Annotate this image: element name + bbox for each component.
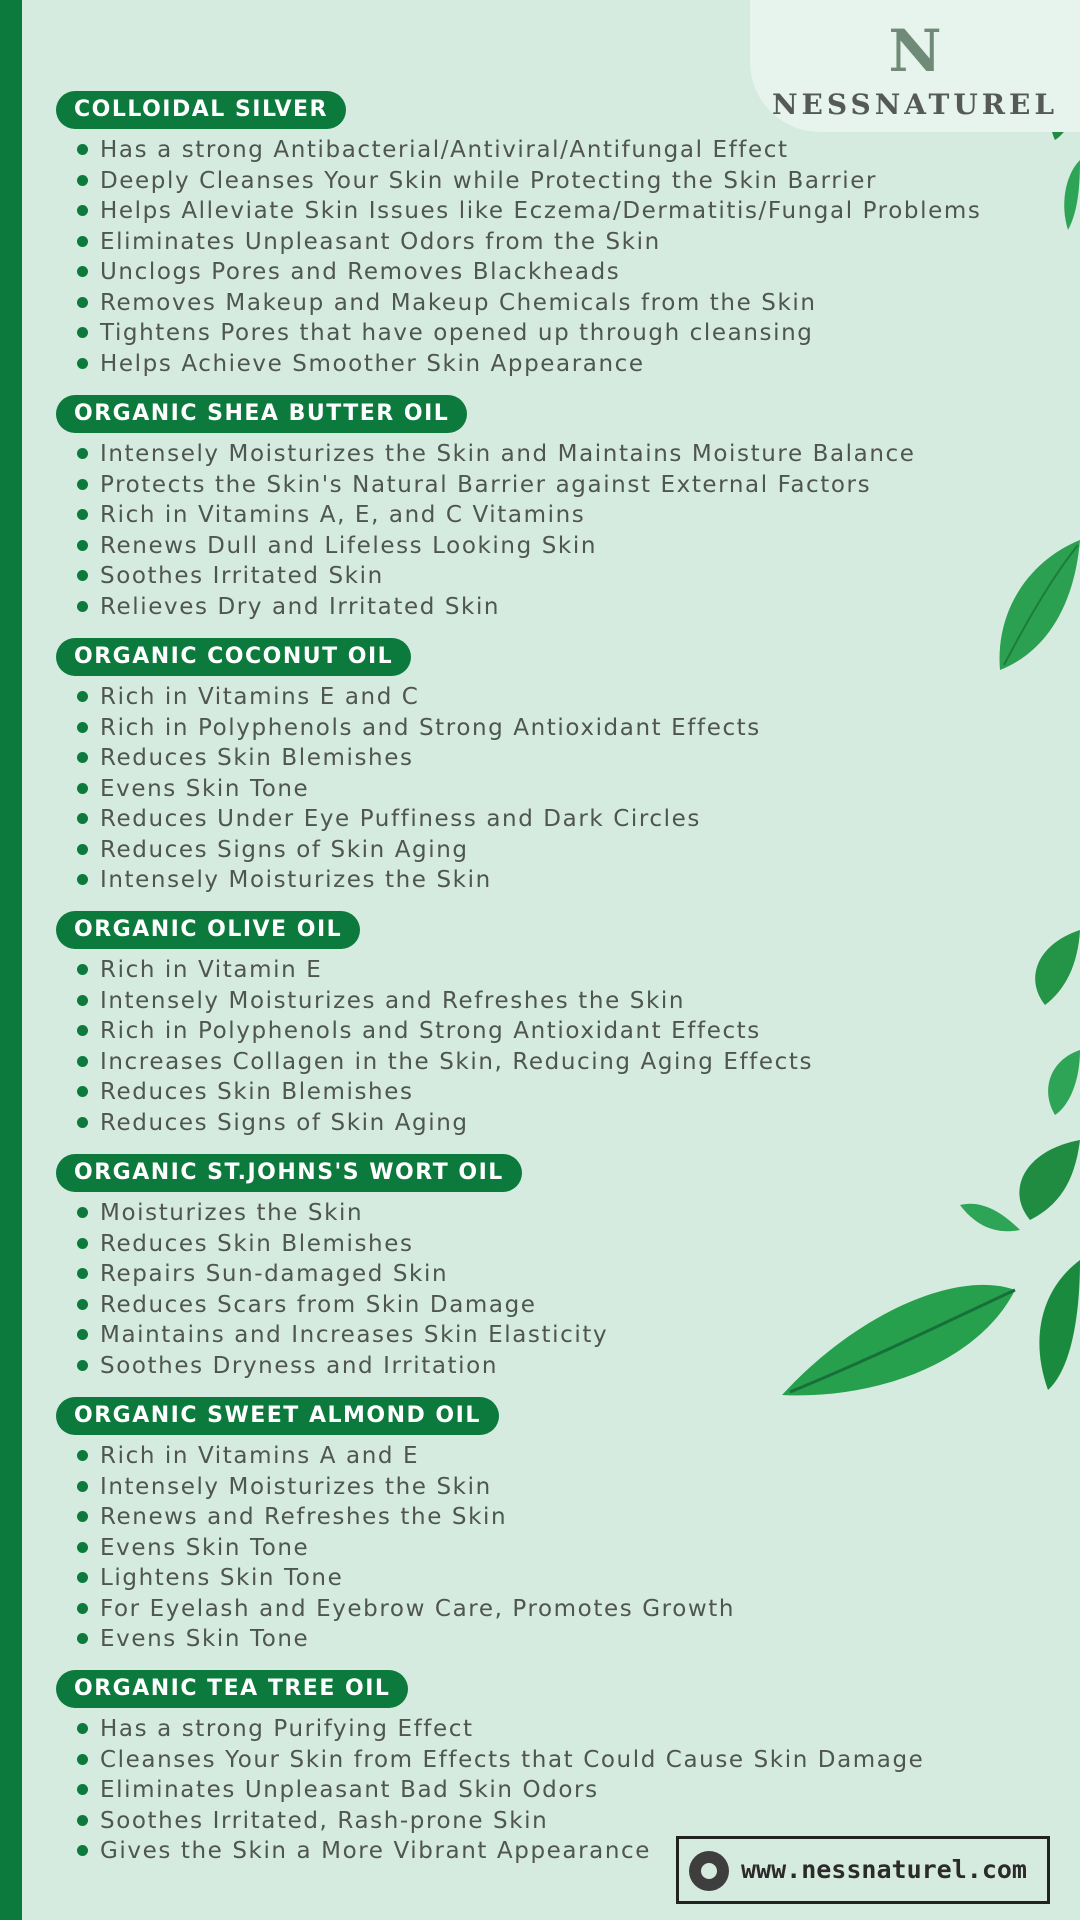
list-item: Reduces Skin Blemishes: [56, 743, 1016, 774]
section-title: ORGANIC TEA TREE OIL: [56, 1670, 408, 1708]
bullet-dot: [77, 1329, 88, 1340]
bullet-dot: [77, 964, 88, 975]
section-title: ORGANIC SWEET ALMOND OIL: [56, 1397, 499, 1435]
section-title: ORGANIC COCONUT OIL: [56, 638, 411, 676]
bullet-dot: [77, 1723, 88, 1734]
bullet-dot: [77, 1481, 88, 1492]
bullet-dot: [77, 1633, 88, 1644]
list-item: Reduces Signs of Skin Aging: [56, 1108, 1016, 1139]
bullet-dot: [77, 691, 88, 702]
list-item: Has a strong Purifying Effect: [56, 1714, 1016, 1745]
list-item: Rich in Vitamins E and C: [56, 682, 1016, 713]
list-item: Reduces Scars from Skin Damage: [56, 1290, 1016, 1321]
list-item: Removes Makeup and Makeup Chemicals from the Skin: [56, 288, 1016, 319]
list-item: Gives the Skin a More Vibrant Appearance: [56, 1836, 1016, 1867]
bullet-dot: [77, 844, 88, 855]
list-item: Reduces Signs of Skin Aging: [56, 835, 1016, 866]
bullet-dot: [77, 1784, 88, 1795]
list-item: Reduces Skin Blemishes: [56, 1229, 1016, 1260]
bullet-dot: [77, 479, 88, 490]
bullet-dot: [77, 1511, 88, 1522]
list-item: Cleanses Your Skin from Effects that Could Cause Skin Damage: [56, 1745, 1016, 1776]
bullet-dot: [77, 236, 88, 247]
list-item: Reduces Skin Blemishes: [56, 1077, 1016, 1108]
section-shea-butter-oil: [56, 395, 1016, 622]
bullet-dot: [77, 1238, 88, 1249]
bullet-dot: [77, 1450, 88, 1461]
bullet-dot: [77, 1207, 88, 1218]
list-item: Unclogs Pores and Removes Blackheads: [56, 257, 1016, 288]
bullet-dot: [77, 722, 88, 733]
bullet-dot: [77, 570, 88, 581]
list-item: Eliminates Unpleasant Odors from the Skin: [56, 227, 1016, 258]
list-item: Has a strong Antibacterial/Antiviral/Antifungal Effect: [56, 135, 1016, 166]
bullet-dot: [77, 266, 88, 277]
benefit-list: [56, 1441, 1016, 1655]
list-item: Soothes Irritated Skin: [56, 561, 1016, 592]
list-item: Rich in Polyphenols and Strong Antioxidant Effects: [56, 713, 1016, 744]
bullet-dot: [77, 448, 88, 459]
benefit-list: [56, 135, 1016, 379]
bullet-dot: [77, 1815, 88, 1826]
benefit-list: [56, 955, 1016, 1138]
list-item: Rich in Vitamin E: [56, 955, 1016, 986]
globe-icon: [689, 1851, 729, 1891]
website-link[interactable]: www.nessnaturel.com: [741, 1855, 1027, 1884]
list-item: Lightens Skin Tone: [56, 1563, 1016, 1594]
section-olive-oil: [56, 911, 1016, 1138]
left-accent-bar: [0, 0, 22, 1920]
section-coconut-oil: [56, 638, 1016, 896]
bullet-dot: [77, 813, 88, 824]
list-item: Eliminates Unpleasant Bad Skin Odors: [56, 1775, 1016, 1806]
list-item: Protects the Skin's Natural Barrier against External Factors: [56, 470, 1016, 501]
bullet-dot: [77, 1845, 88, 1856]
bullet-dot: [77, 1268, 88, 1279]
list-item: For Eyelash and Eyebrow Care, Promotes Growth: [56, 1594, 1016, 1625]
list-item: Soothes Dryness and Irritation: [56, 1351, 1016, 1382]
section-title: ORGANIC ST.JOHNS'S WORT OIL: [56, 1154, 522, 1192]
list-item: Relieves Dry and Irritated Skin: [56, 592, 1016, 623]
list-item: Repairs Sun-damaged Skin: [56, 1259, 1016, 1290]
bullet-dot: [77, 540, 88, 551]
list-item: Renews Dull and Lifeless Looking Skin: [56, 531, 1016, 562]
bullet-dot: [77, 175, 88, 186]
brand-name: NESSNATUREL: [771, 88, 1059, 121]
section-st-johns-wort-oil: [56, 1154, 1016, 1381]
section-sweet-almond-oil: [56, 1397, 1016, 1655]
section-colloidal-silver: [56, 91, 1016, 379]
bullet-dot: [77, 783, 88, 794]
list-item: Reduces Under Eye Puffiness and Dark Circles: [56, 804, 1016, 835]
list-item: Tightens Pores that have opened up through cleansing: [56, 318, 1016, 349]
list-item: Evens Skin Tone: [56, 1624, 1016, 1655]
list-item: Increases Collagen in the Skin, Reducing Aging Effects: [56, 1047, 1016, 1078]
bullet-dot: [77, 1360, 88, 1371]
bullet-dot: [77, 297, 88, 308]
list-item: Intensely Moisturizes the Skin: [56, 1472, 1016, 1503]
list-item: Helps Alleviate Skin Issues like Eczema/Dermatitis/Fungal Problems: [56, 196, 1016, 227]
bullet-dot: [77, 358, 88, 369]
section-title: COLLOIDAL SILVER: [56, 91, 346, 129]
bullet-dot: [77, 205, 88, 216]
bullet-dot: [77, 601, 88, 612]
bullet-dot: [77, 509, 88, 520]
bullet-dot: [77, 1572, 88, 1583]
benefit-list: [56, 439, 1016, 622]
section-title: ORGANIC OLIVE OIL: [56, 911, 360, 949]
benefit-list: [56, 1198, 1016, 1381]
bullet-dot: [77, 1025, 88, 1036]
logo-monogram: N: [888, 17, 942, 85]
list-item: Intensely Moisturizes the Skin and Maintains Moisture Balance: [56, 439, 1016, 470]
bullet-dot: [77, 1086, 88, 1097]
list-item: Renews and Refreshes the Skin: [56, 1502, 1016, 1533]
list-item: Maintains and Increases Skin Elasticity: [56, 1320, 1016, 1351]
list-item: Deeply Cleanses Your Skin while Protecting the Skin Barrier: [56, 166, 1016, 197]
bullet-dot: [77, 327, 88, 338]
list-item: Soothes Irritated, Rash-prone Skin: [56, 1806, 1016, 1837]
list-item: Rich in Polyphenols and Strong Antioxidant Effects: [56, 1016, 1016, 1047]
list-item: Intensely Moisturizes the Skin: [56, 865, 1016, 896]
list-item: Evens Skin Tone: [56, 1533, 1016, 1564]
bullet-dot: [77, 752, 88, 763]
bullet-dot: [77, 1056, 88, 1067]
list-item: Moisturizes the Skin: [56, 1198, 1016, 1229]
bullet-dot: [77, 1299, 88, 1310]
list-item: Evens Skin Tone: [56, 774, 1016, 805]
list-item: Helps Achieve Smoother Skin Appearance: [56, 349, 1016, 380]
website-badge[interactable]: [676, 1836, 1050, 1904]
bullet-dot: [77, 1603, 88, 1614]
bullet-dot: [77, 144, 88, 155]
section-title: ORGANIC SHEA BUTTER OIL: [56, 395, 467, 433]
bullet-dot: [77, 1754, 88, 1765]
bullet-dot: [77, 1542, 88, 1553]
bullet-dot: [77, 1117, 88, 1128]
list-item: Rich in Vitamins A and E: [56, 1441, 1016, 1472]
list-item: Rich in Vitamins A, E, and C Vitamins: [56, 500, 1016, 531]
list-item: Intensely Moisturizes and Refreshes the Skin: [56, 986, 1016, 1017]
benefit-list: [56, 682, 1016, 896]
bullet-dot: [77, 995, 88, 1006]
bullet-dot: [77, 874, 88, 885]
